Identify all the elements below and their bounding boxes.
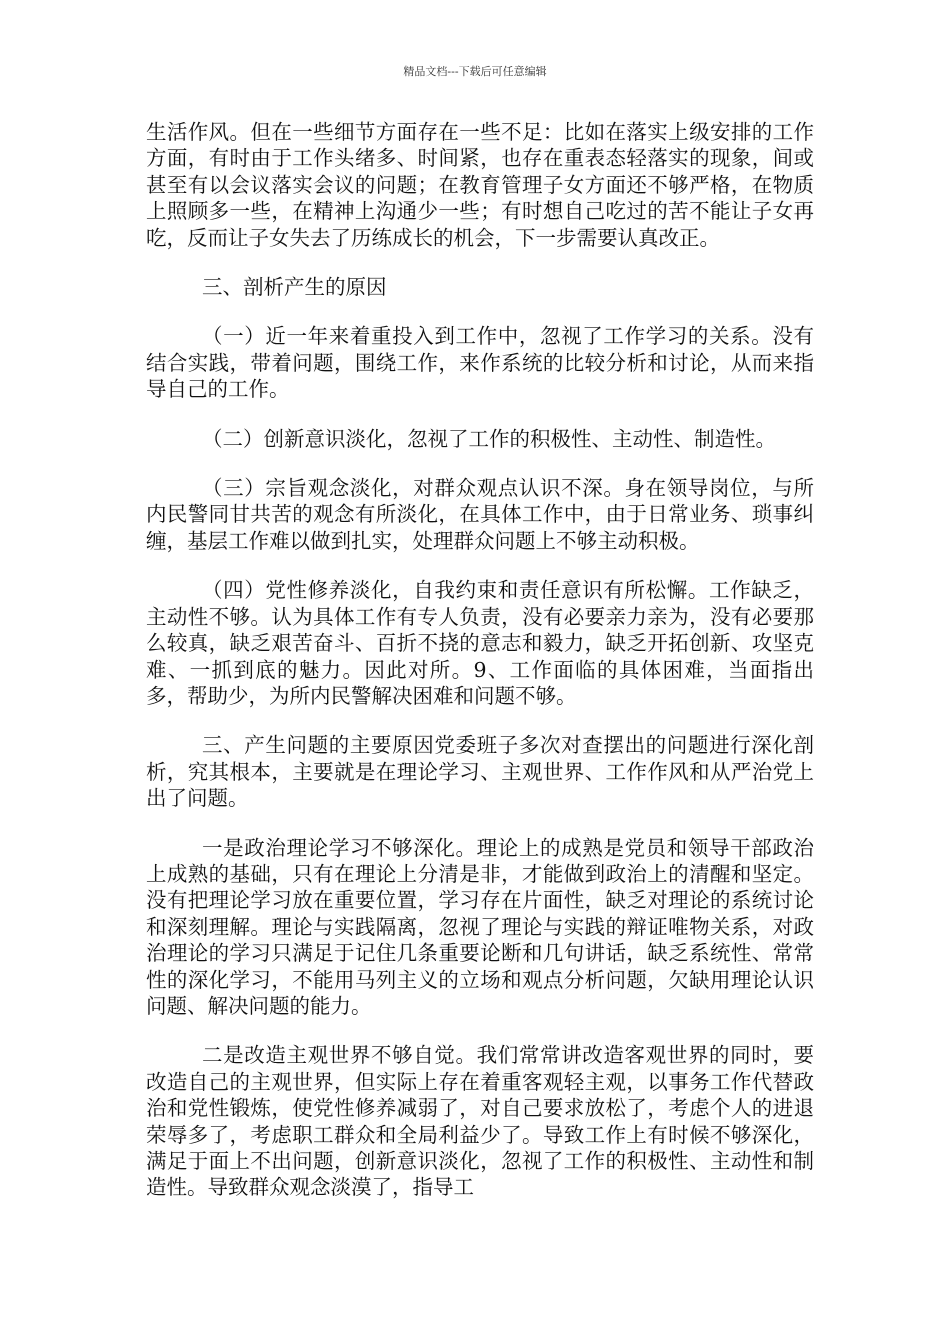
paragraph-subjective-world: 二是改造主观世界不够自觉。我们常常讲改造客观世界的同时，要改造自己的主观世界，但实际上存在着重客观轻主观，以事务工作代替政治和党性锻炼，使党性修养减弱了，对自己要求放松了，考虑个人的进退荣辱多了，考虑职工群众和全局利益少了。导致工作上有时候不够深化，满足于面上不出问题，创新意识淡化，忽视了工作的积极性、主动性和制造性。导致群众观念淡漠了，指导工 <box>146 1043 814 1200</box>
section-heading-causes: 三、剖析产生的原因 <box>202 275 387 300</box>
paragraph-cause-2: （二）创新意识淡化，忽视了工作的积极性、主动性、制造性。 <box>202 426 776 451</box>
paragraph-continuation: 生活作风。但在一些细节方面存在一些不足：比如在落实上级安排的工作方面，有时由于工作头绪多、时间紧，也存在重表态轻落实的现象，间或甚至有以会议落实会议的问题；在教育管理子女方面还不够严格，在物质上照顾多一些，在精神上沟通少一些；有时想自己吃过的苦不能让子女再吃，反而让子女失去了历练成长的机会，下一步需要认真改正。 <box>146 120 814 250</box>
page-header: 精品文档---下载后可任意编辑 <box>403 65 547 78</box>
document-body <box>146 119 814 1201</box>
paragraph-main-reasons: 三、产生问题的主要原因党委班子多次对查摆出的问题进行深化剖析，究其根本，主要就是在理论学习、主观世界、工作作风和从严治党上出了问题。 <box>146 733 814 811</box>
paragraph-cause-1: （一）近一年来着重投入到工作中，忽视了工作学习的关系。没有结合实践，带着问题，围绕工作，来作系统的比较分析和讨论，从而来指导自己的工作。 <box>146 324 814 402</box>
paragraph-theory-study: 一是政治理论学习不够深化。理论上的成熟是党员和领导干部政治上成熟的基础，只有在理论上分清是非，才能做到政治上的清醒和坚定。没有把理论学习放在重要位置，学习存在片面性，缺乏对理论的系统讨论和深刻理解。理论与实践隔离，忽视了理论与实践的辩证唯物关系，对政治理论的学习只满足于记住几条重要论断和几句讲话，缺乏系统性、常常性的深化学习，不能用马列主义的立场和观点分析问题，欠缺用理论认识问题、解决问题的能力。 <box>146 835 814 1018</box>
paragraph-cause-4: （四）党性修养淡化，自我约束和责任意识有所松懈。工作缺乏，主动性不够。认为具体工作有专人负责，没有必要亲力亲为，没有必要那么较真，缺乏艰苦奋斗、百折不挠的意志和毅力，缺乏开拓创新、攻坚克难、一抓到底的魅力。因此对所。9、工作面临的具体困难，当面指出多，帮助少，为所内民警解决困难和问题不够。 <box>146 578 814 708</box>
paragraph-cause-3: （三）宗旨观念淡化，对群众观点认识不深。身在领导岗位，与所内民警同甘共苦的观念有所淡化，在具体工作中，由于日常业务、琐事纠缠，基层工作难以做到扎实，处理群众问题上不够主动积极。 <box>146 476 814 553</box>
